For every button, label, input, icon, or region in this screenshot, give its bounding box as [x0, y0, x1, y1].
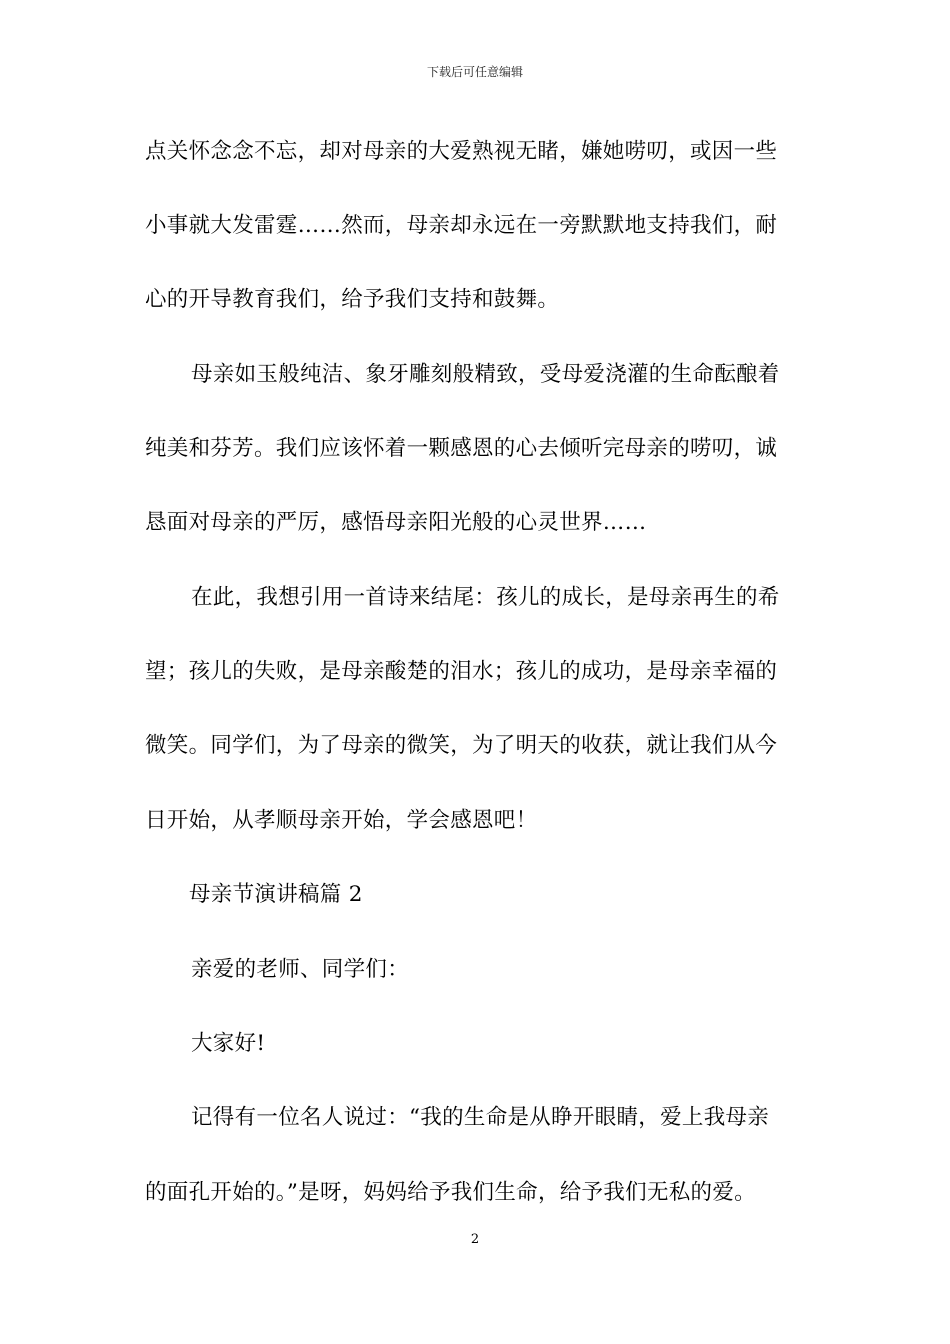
section-heading: 母亲节演讲稿篇 2 [189, 882, 363, 907]
body-text-line: 小事就大发雷霆……然而，母亲却永远在一旁默默地支持我们，耐 [145, 213, 778, 238]
body-text-line: 望；孩儿的失败，是母亲酸楚的泪水；孩儿的成功，是母亲幸福的 [145, 659, 778, 684]
greeting: 大家好! [191, 1031, 266, 1056]
page-number: 2 [470, 1232, 480, 1247]
body-text-line: 纯美和芬芳。我们应该怀着一颗感恩的心去倾听完母亲的唠叨，诚 [145, 436, 778, 461]
body-text-line: 在此，我想引用一首诗来结尾：孩儿的成长，是母亲再生的希 [191, 585, 780, 610]
body-text-line: 微笑。同学们，为了母亲的微笑，为了明天的收获，就让我们从今 [145, 733, 778, 758]
body-text-line: 母亲如玉般纯洁、象牙雕刻般精致，受母爱浇灌的生命酝酿着 [191, 362, 780, 387]
page-header: 下载后可任意编辑 [426, 65, 523, 79]
salutation: 亲爱的老师、同学们： [191, 957, 410, 982]
body-text-line: 心的开导教育我们，给予我们支持和鼓舞。 [145, 287, 560, 312]
body-text-line: 记得有一位名人说过：“我的生命是从睁开眼睛，爱上我母亲 [191, 1105, 770, 1130]
body-text-line: 点关怀念念不忘，却对母亲的大爱熟视无睹，嫌她唠叨，或因一些 [145, 139, 778, 164]
body-text-line: 日开始，从孝顺母亲开始，学会感恩吧！ [145, 808, 538, 833]
body-text-line: 恳面对母亲的严厉，感悟母亲阳光般的心灵世界…… [145, 510, 647, 535]
body-text-line: 的面孔开始的。”是呀，妈妈给予我们生命，给予我们无私的爱。 [145, 1180, 756, 1205]
